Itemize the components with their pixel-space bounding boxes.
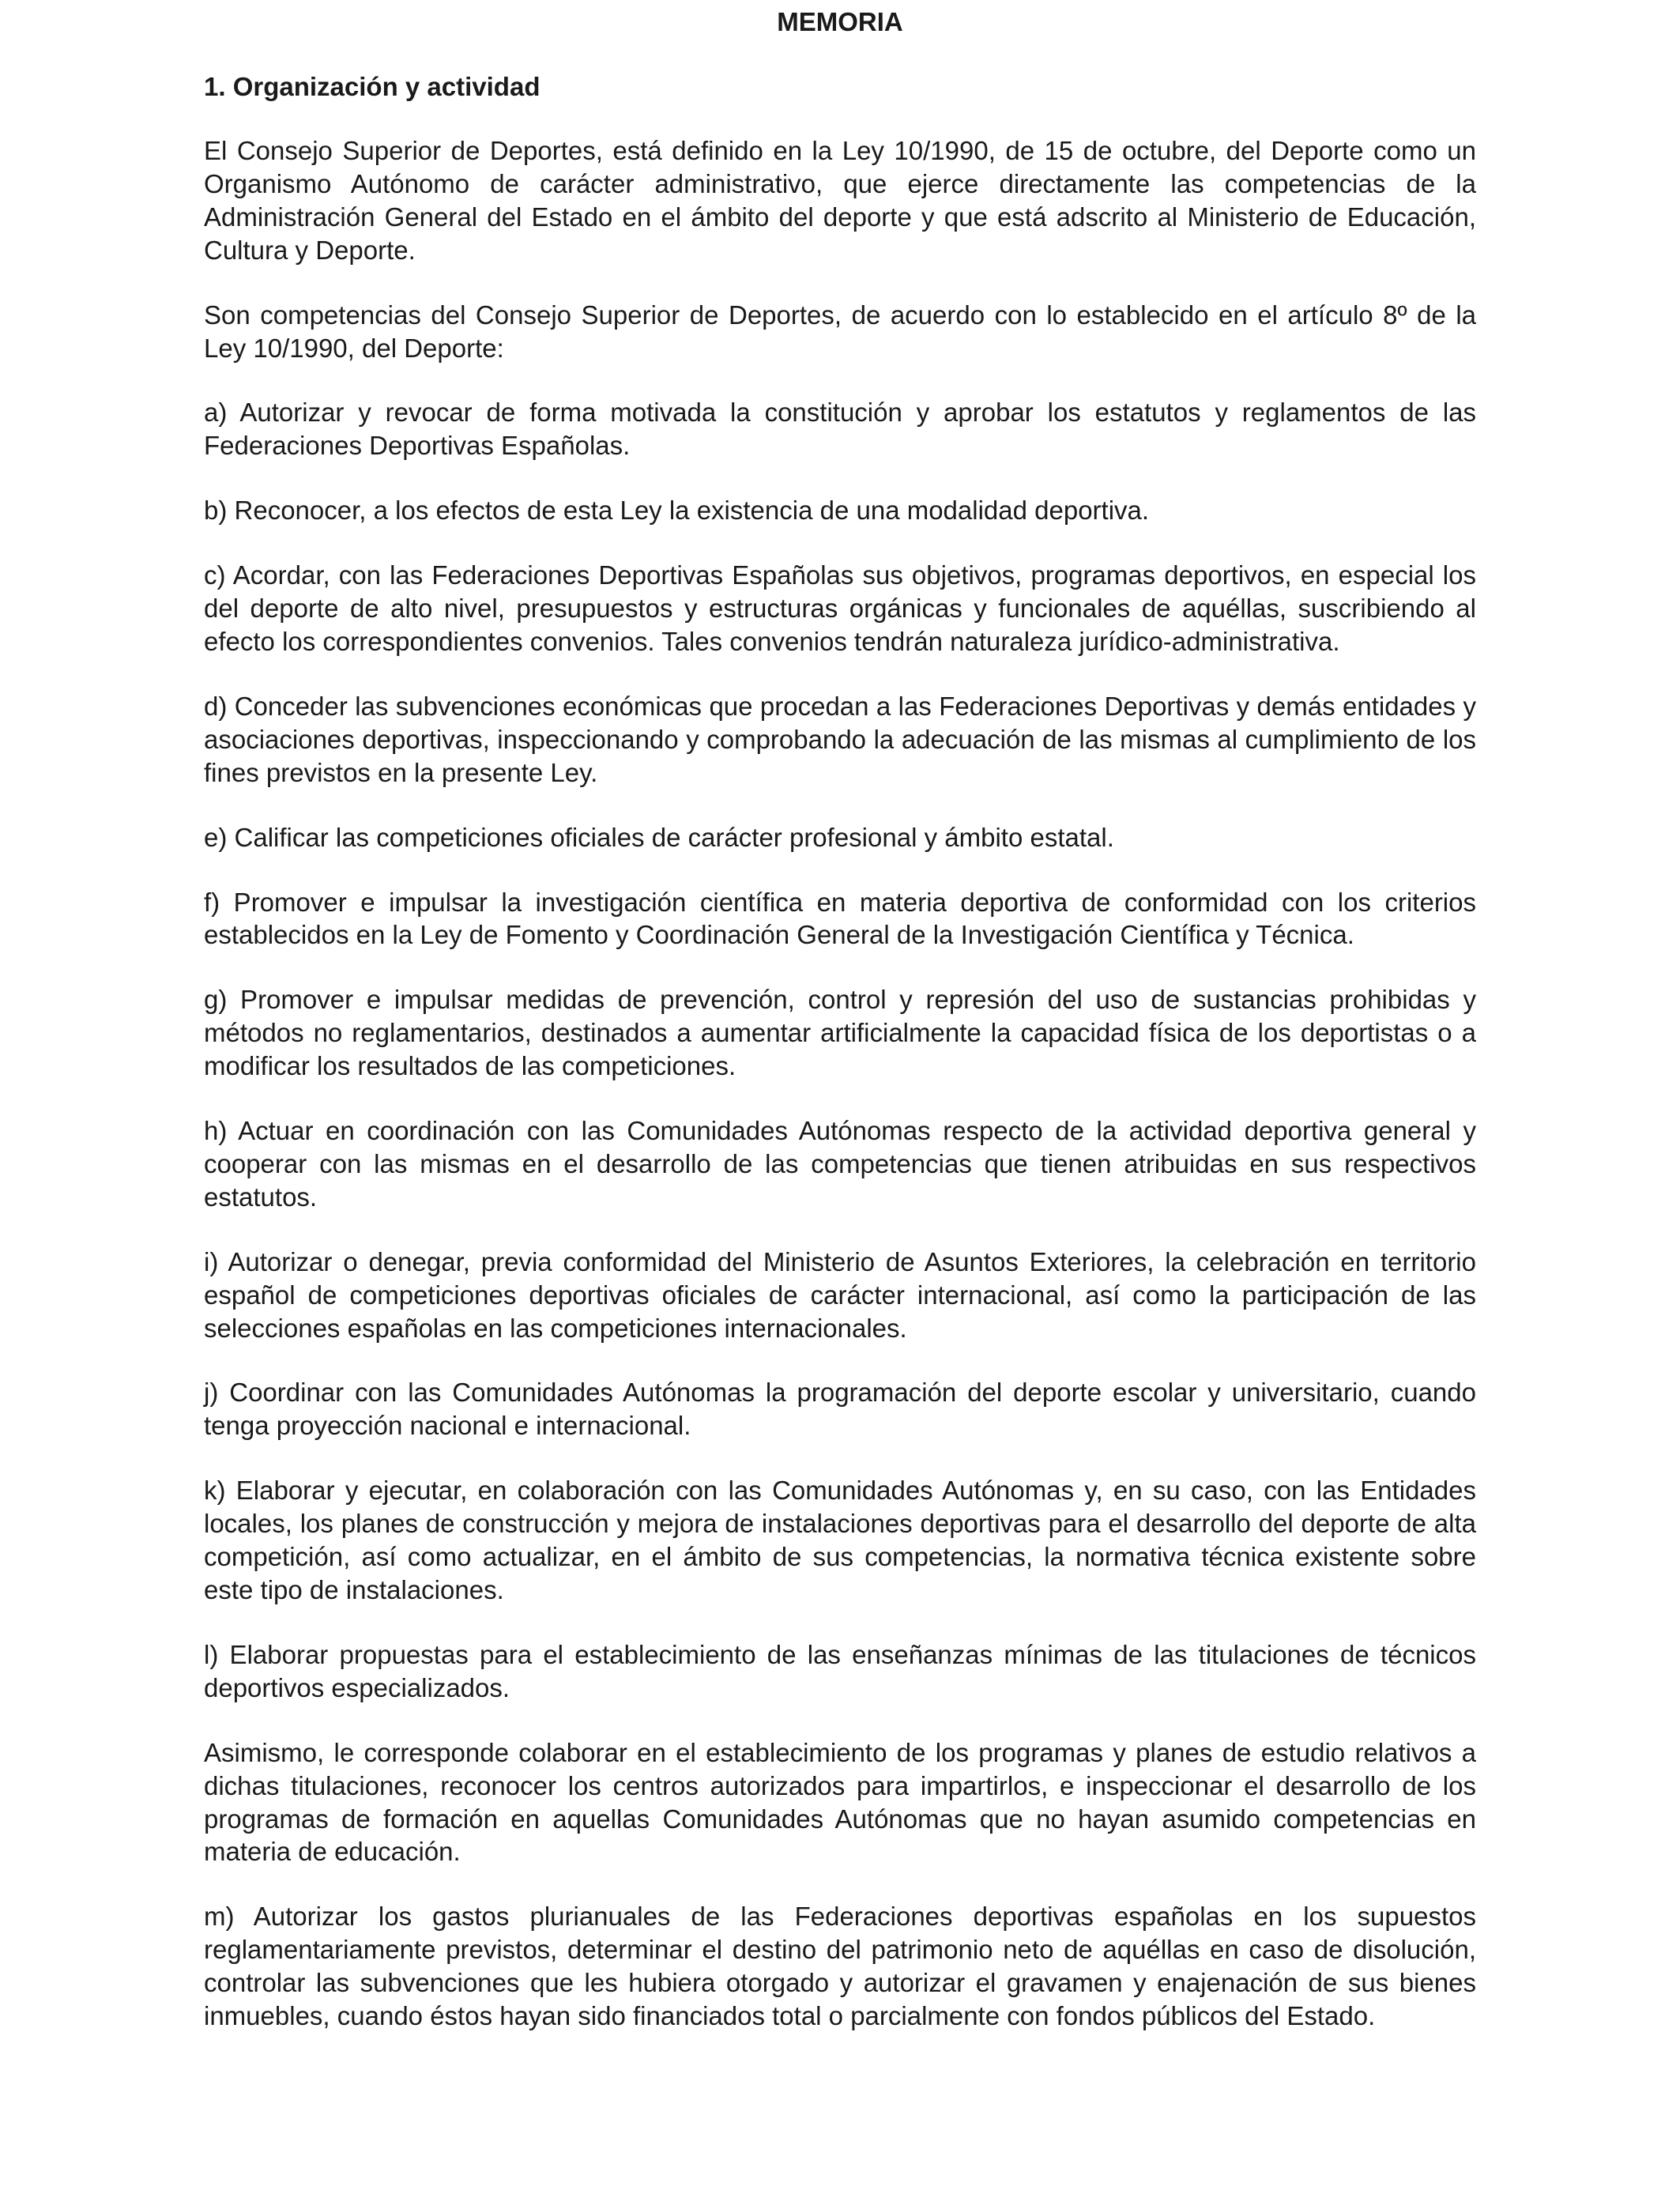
list-item-f: f) Promover e impulsar la investigación científica en materia deportiva de conformidad con los criterios establecidos en la Ley de Fomento y Coordinación General de la Investigación Científica y Técnica. xyxy=(204,887,1476,950)
list-item-c: c) Acordar, con las Federaciones Deportivas Españolas sus objetivos, programas deportivos, en especial los del deporte de alto nivel, presupuestos y estructuras orgánicas y funcionales de aquéllas, suscribiendo al efecto los correspondientes convenios. Tales convenios tendrán naturaleza jurídico-administrativa. xyxy=(204,560,1476,656)
document-title: MEMORIA xyxy=(777,7,903,36)
list-item-m: m) Autorizar los gastos plurianuales de las Federaciones deportivas españolas en los supuestos reglamentariamente previstos, determinar el destino del patrimonio neto de aquéllas en caso de disolución, controlar las subvenciones que les hubiera otorgado y autorizar el gravamen y enajenación de sus bienes inmuebles, cuando éstos hayan sido financiados total o parcialmente con fondos públicos del Estado. xyxy=(204,1902,1476,2031)
list-item-k: k) Elaborar y ejecutar, en colaboración con las Comunidades Autónomas y, en su caso, con las Entidades locales, los planes de construcción y mejora de instalaciones deportivas para el desarrollo del deporte de alta competición, así como actualizar, en el ámbito de sus competencias, la normativa técnica existente sobre este tipo de instalaciones. xyxy=(204,1476,1476,1604)
list-item-e: e) Calificar las competiciones oficiales de carácter profesional y ámbito estatal. xyxy=(204,822,1114,852)
list-item-l: l) Elaborar propuestas para el establecimiento de las enseñanzas mínimas de las titulaciones de técnicos deportivos especializados. xyxy=(204,1639,1476,1702)
section-heading: 1. Organización y actividad xyxy=(204,72,541,101)
list-item-g: g) Promover e impulsar medidas de prevención, control y represión del uso de sustancias prohibidas y métodos no reglamentarios, destinados a aumentar artificialmente la capacidad física de los deportistas o a modificar los resultados de las competiciones. xyxy=(204,985,1476,1081)
paragraph-intro: El Consejo Superior de Deportes, está definido en la Ley 10/1990, de 15 de octubre, del Deporte como un Organismo Autónomo de carácter administrativo, que ejerce directamente las competencias de la Administración General del Estado en el ámbito del deporte y que está adscrito al Ministerio de Educación, Cultura y Deporte. xyxy=(204,136,1476,265)
list-item-j: j) Coordinar con las Comunidades Autónomas la programación del deporte escolar y universitario, cuando tenga proyección nacional e internacional. xyxy=(204,1378,1476,1441)
list-item-h: h) Actuar en coordinación con las Comunidades Autónomas respecto de la actividad deportiva general y cooperar con las mismas en el desarrollo de las competencias que tienen atribuidas en sus respectivos estatutos. xyxy=(204,1116,1476,1212)
paragraph-competencias: Son competencias del Consejo Superior de Deportes, de acuerdo con lo establecido en el artículo 8º de la Ley 10/1990, del Deporte: xyxy=(204,300,1476,363)
list-item-d: d) Conceder las subvenciones económicas que procedan a las Federaciones Deportivas y demás entidades y asociaciones deportivas, inspeccionando y comprobando la adecuación de las mismas al cumplimiento de los fines previstos en la presente Ley. xyxy=(204,691,1476,787)
list-item-a: a) Autorizar y revocar de forma motivada la constitución y aprobar los estatutos y reglamentos de las Federaciones Deportivas Españolas. xyxy=(204,398,1476,461)
list-item-b: b) Reconocer, a los efectos de esta Ley la existencia de una modalidad deportiva. xyxy=(204,496,1150,526)
list-item-i: i) Autorizar o denegar, previa conformidad del Ministerio de Asuntos Exteriores, la celebración en territorio español de competiciones deportivas oficiales de carácter internacional, así como la participación de las selecciones españolas en las competiciones internacionales. xyxy=(204,1246,1476,1343)
document-body xyxy=(204,134,1476,2064)
paragraph-asimismo: Asimismo, le corresponde colaborar en el establecimiento de los programas y planes de estudio relativos a dichas titulaciones, reconocer los centros autorizados para impartirlos, e inspeccionar el desarrollo de los programas de formación en aquellas Comunidades Autónomas que no hayan asumido competencias en materia de educación. xyxy=(204,1737,1476,1867)
